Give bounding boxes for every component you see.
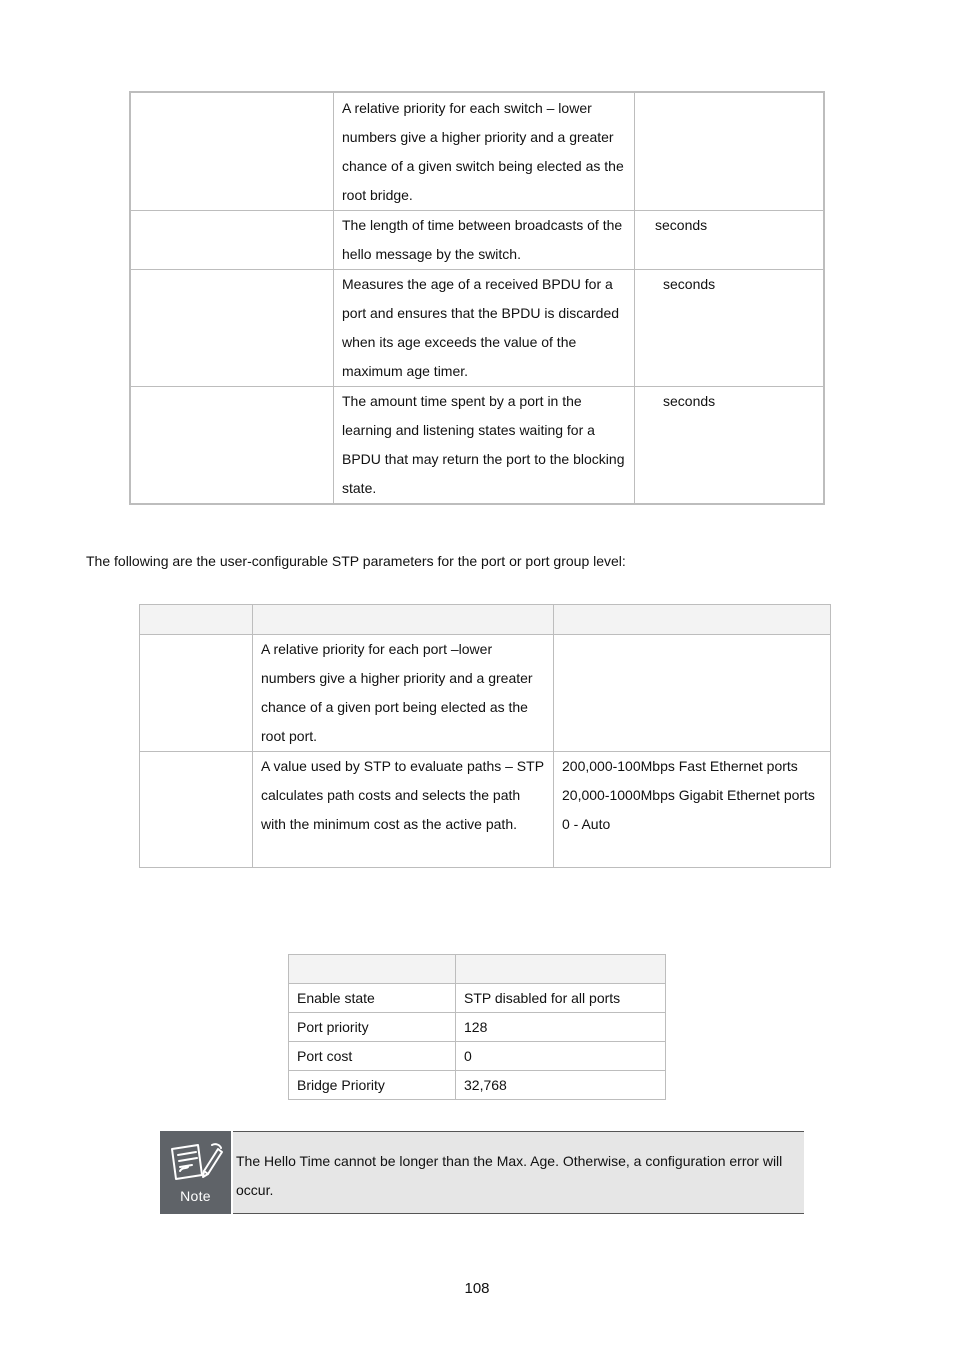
parameter-name-cell — [130, 211, 334, 270]
parameter-name-cell — [140, 752, 253, 868]
parameter-description-cell: A relative priority for each port –lower numbers give a higher priority and a greater chance of a given port being elected as the root port. — [253, 635, 554, 752]
parameter-value-cell: seconds — [635, 387, 825, 505]
parameter-value-cell: seconds — [635, 270, 825, 387]
notepad-pen-icon — [168, 1141, 224, 1185]
default-value-cell: 32,768 — [456, 1071, 666, 1100]
value-line: 200,000-100Mbps Fast Ethernet ports — [562, 758, 798, 774]
table-row — [289, 1042, 666, 1071]
description-text: A relative priority for each switch – lower numbers give a higher priority and a greater chance of a given switch being elected as the root bridge. — [342, 100, 624, 203]
note-label: Note — [180, 1188, 211, 1204]
parameter-name-cell: Bridge Priority — [289, 1071, 456, 1100]
column-header — [140, 605, 253, 635]
table-row — [130, 211, 824, 270]
parameter-value-cell: seconds — [635, 211, 825, 270]
note-text: The Hello Time cannot be longer than the Max. Age. Otherwise, a configuration error will occur. — [236, 1153, 783, 1198]
table-row — [140, 635, 831, 752]
table-header-row — [289, 955, 666, 984]
parameter-description-cell: A value used by STP to evaluate paths – STP calculates path costs and selects the path with the minimum cost as the active path. — [253, 752, 554, 868]
note-callout — [160, 1131, 804, 1214]
parameter-name-cell — [130, 387, 334, 505]
parameter-value-cell — [554, 635, 831, 752]
column-header — [456, 955, 666, 984]
table-row — [289, 984, 666, 1013]
column-header — [554, 605, 831, 635]
table-row — [130, 387, 824, 505]
table-row — [130, 92, 824, 211]
intro-paragraph: The following are the user-configurable STP parameters for the port or port group level: — [86, 553, 626, 569]
value-line: 0 - Auto — [562, 816, 611, 832]
parameter-name-cell: Port priority — [289, 1013, 456, 1042]
column-header — [253, 605, 554, 635]
table-row — [289, 1013, 666, 1042]
port-parameters-table — [139, 604, 831, 868]
parameter-name-cell: Port cost — [289, 1042, 456, 1071]
parameter-value-cell — [554, 752, 831, 868]
page-number: 108 — [464, 1280, 490, 1297]
parameter-description-cell: The length of time between broadcasts of the hello message by the switch. — [334, 211, 635, 270]
note-icon — [160, 1131, 231, 1214]
default-value-cell: 128 — [456, 1013, 666, 1042]
parameter-name-cell: Enable state — [289, 984, 456, 1013]
column-header — [289, 955, 456, 984]
parameter-name-cell — [140, 635, 253, 752]
parameter-name-cell — [130, 270, 334, 387]
parameter-description-cell: Measures the age of a received BPDU for a port and ensures that the BPDU is discarded when its age exceeds the value of the maximum age timer. — [334, 270, 635, 387]
table-header-row — [140, 605, 831, 635]
value-line: 20,000-1000Mbps Gigabit Ethernet ports — [562, 787, 815, 803]
parameter-name-cell — [130, 92, 334, 211]
parameter-description-cell — [334, 92, 635, 211]
note-body — [233, 1131, 804, 1214]
default-value-cell: 0 — [456, 1042, 666, 1071]
default-settings-table — [288, 954, 666, 1100]
default-value-cell: STP disabled for all ports — [456, 984, 666, 1013]
parameter-value-cell — [635, 92, 825, 211]
bridge-parameters-table — [129, 91, 825, 505]
table-row — [130, 270, 824, 387]
parameter-description-cell: The amount time spent by a port in the learning and listening states waiting for a BPDU that may return the port to the blocking state. — [334, 387, 635, 505]
table-row — [140, 752, 831, 868]
table-row — [289, 1071, 666, 1100]
